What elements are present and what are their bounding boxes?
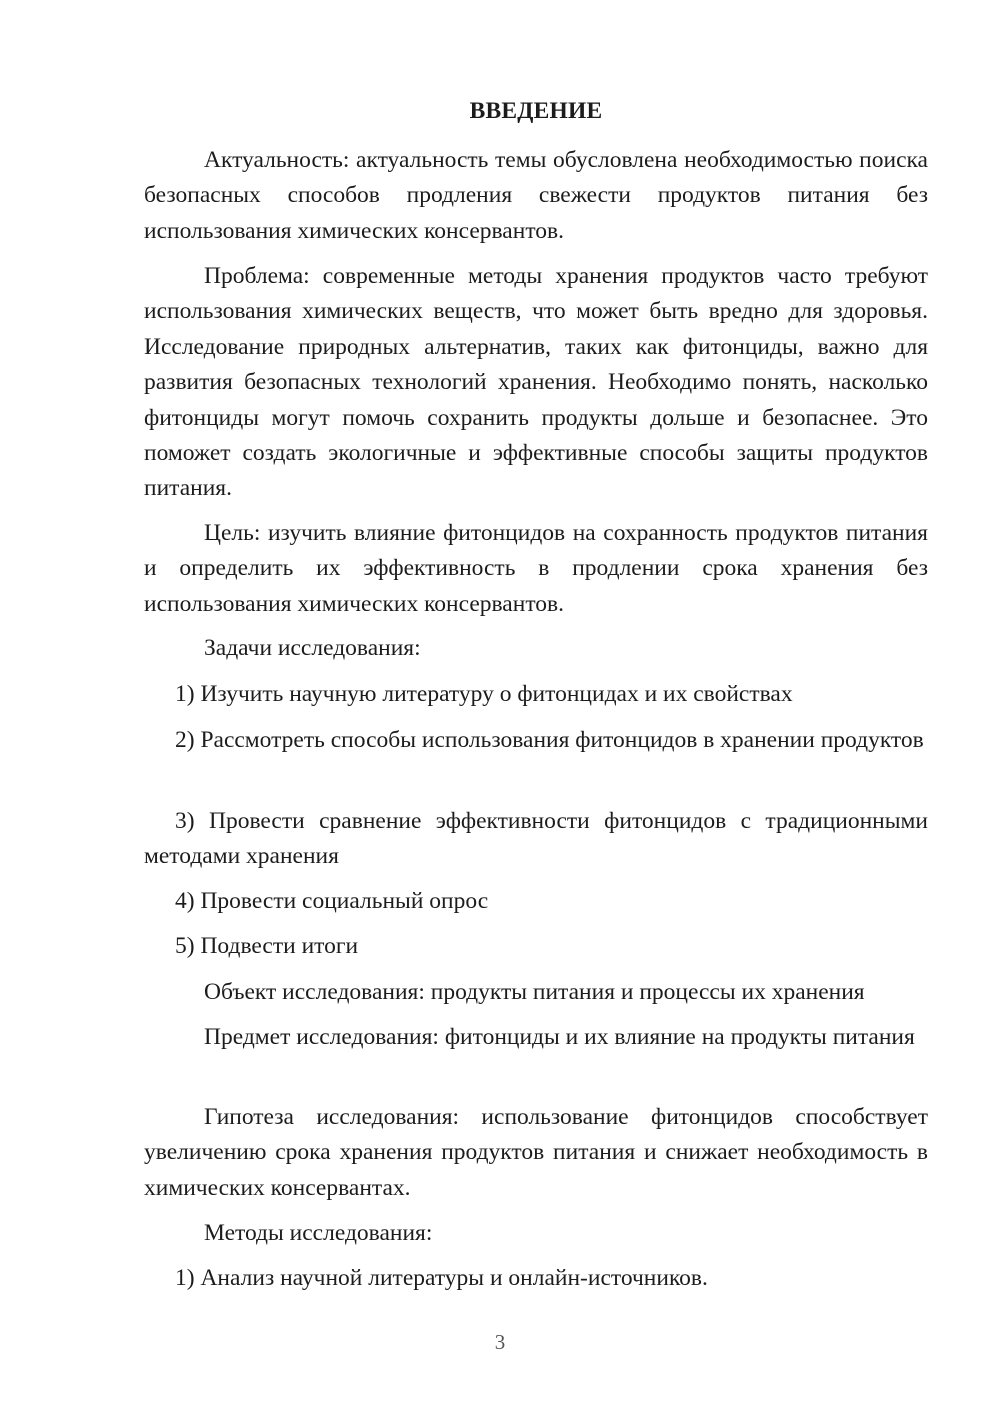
paragraph-object: Объект исследования: продукты питания и процессы их хранения [204, 979, 865, 1005]
method-item-1: 1) Анализ научной литературы и онлайн-источников. [175, 1265, 708, 1291]
page-title: ВВЕДЕНИЕ [469, 98, 603, 124]
paragraph-hypothesis: Гипотеза исследования: использование фитонцидов способствует увеличению срока хранения продуктов питания и снижает необходимость в химических консервантах. [144, 1104, 928, 1201]
task-item-2: 2) Рассмотреть способы использования фитонцидов в хранении продуктов [175, 727, 924, 753]
task-item-4: 4) Провести социальный опрос [175, 888, 489, 914]
title-container [144, 94, 928, 130]
task-item-5: 5) Подвести итоги [175, 933, 359, 959]
page-number: 3 [494, 1330, 506, 1354]
methods-heading: Методы исследования: [204, 1220, 433, 1246]
paragraph-relevance: Актуальность: актуальность темы обусловлена необходимостью поиска безопасных способов продления свежести продуктов питания без использования химических консервантов. [144, 147, 928, 244]
tasks-heading: Задачи исследования: [204, 635, 421, 661]
paragraph-subject: Предмет исследования: фитонциды и их влияние на продукты питания [204, 1024, 915, 1050]
task-item-3: 3) Провести сравнение эффективности фитонцидов с традиционными методами хранения [144, 808, 928, 870]
paragraph-goal: Цель: изучить влияние фитонцидов на сохранность продуктов питания и определить их эффективность в продлении срока хранения без использования химических консервантов. [144, 520, 928, 617]
paragraph-problem: Проблема: современные методы хранения продуктов часто требуют использования химических веществ, что может быть вредно для здоровья. Исследование природных альтернатив, таких как фитонциды, важно для развития безопасных технологий хранения. Необходимо понять, насколько фитонциды могут помочь сохранить продукты дольше и безопаснее. Это поможет создать экологичные и эффективные способы защиты продуктов питания. [144, 263, 928, 502]
task-item-1: 1) Изучить научную литературу о фитонцидах и их свойствах [175, 681, 793, 707]
